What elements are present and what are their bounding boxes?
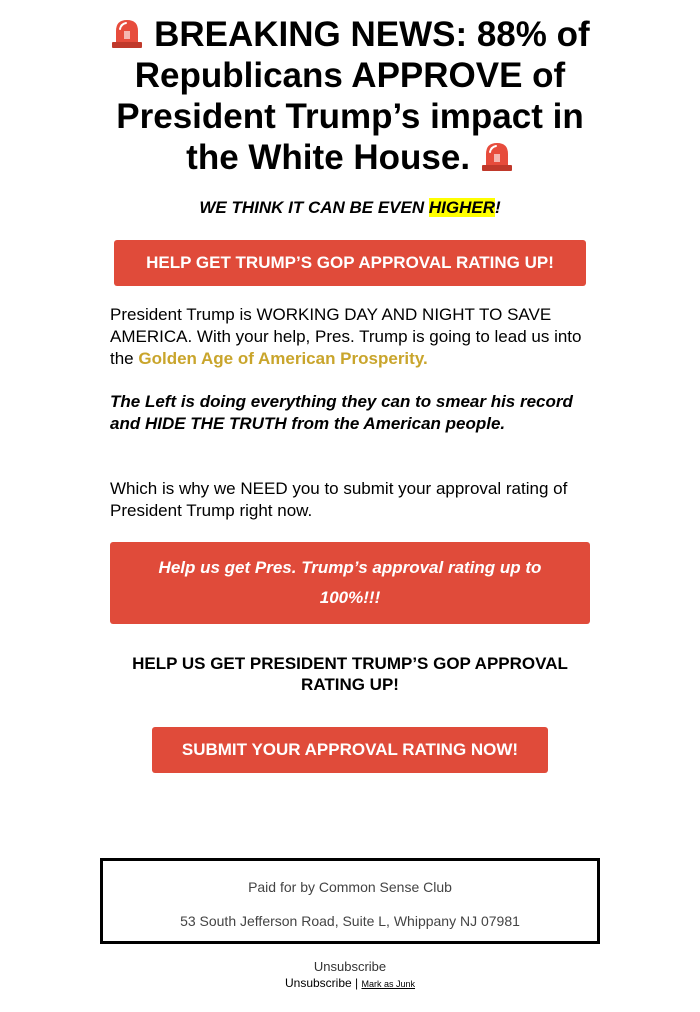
submit-approval-rating-button[interactable]: SUBMIT YOUR APPROVAL RATING NOW!	[152, 727, 548, 773]
mailing-address: 53 South Jefferson Road, Suite L, Whippany NJ 07981	[180, 913, 520, 929]
rotating-light-icon	[480, 140, 514, 172]
paid-for-text: Paid for by Common Sense Club	[248, 879, 452, 895]
paid-for-disclaimer	[100, 858, 600, 944]
headline-text: BREAKING NEWS: 88% of Republicans APPROVE of President Trump’s impact in the White House.	[116, 15, 590, 177]
mark-as-junk-link[interactable]: Mark as Junk	[361, 979, 416, 989]
approval-100-button[interactable]: Help us get Pres. Trump’s approval rating up to 100%!!!	[110, 542, 590, 624]
cta-heading: HELP US GET PRESIDENT TRUMP’S GOP APPROVAL RATING UP!	[132, 654, 568, 694]
paragraph-need-rating: Which is why we NEED you to submit your approval rating of President Trump right now.	[110, 479, 568, 520]
paragraph-intro-text: President Trump is WORKING DAY AND NIGHT TO SAVE AMERICA. With your help, Pres. Trump is going to lead us into the	[110, 305, 582, 368]
unsubscribe-link[interactable]: Unsubscribe	[313, 959, 387, 974]
golden-age-link[interactable]: Golden Age of American Prosperity.	[138, 349, 428, 368]
separator: |	[351, 976, 362, 990]
headline	[100, 14, 600, 178]
subheading-text: WE THINK IT CAN BE EVEN	[199, 198, 429, 217]
unsubscribe-row	[0, 975, 700, 992]
subheading	[100, 197, 600, 219]
highlighted-word: HIGHER	[428, 198, 495, 217]
paragraph-left-smear: The Left is doing everything they can to smear his record and HIDE THE TRUTH from the American people.	[110, 392, 573, 433]
paragraph-intro	[110, 304, 590, 370]
help-approval-rating-button[interactable]: HELP GET TRUMP’S GOP APPROVAL RATING UP!	[114, 240, 586, 286]
subheading-exclamation: !	[494, 198, 501, 217]
unsubscribe-small-link[interactable]: Unsubscribe	[284, 976, 352, 990]
rotating-light-icon	[110, 17, 144, 49]
